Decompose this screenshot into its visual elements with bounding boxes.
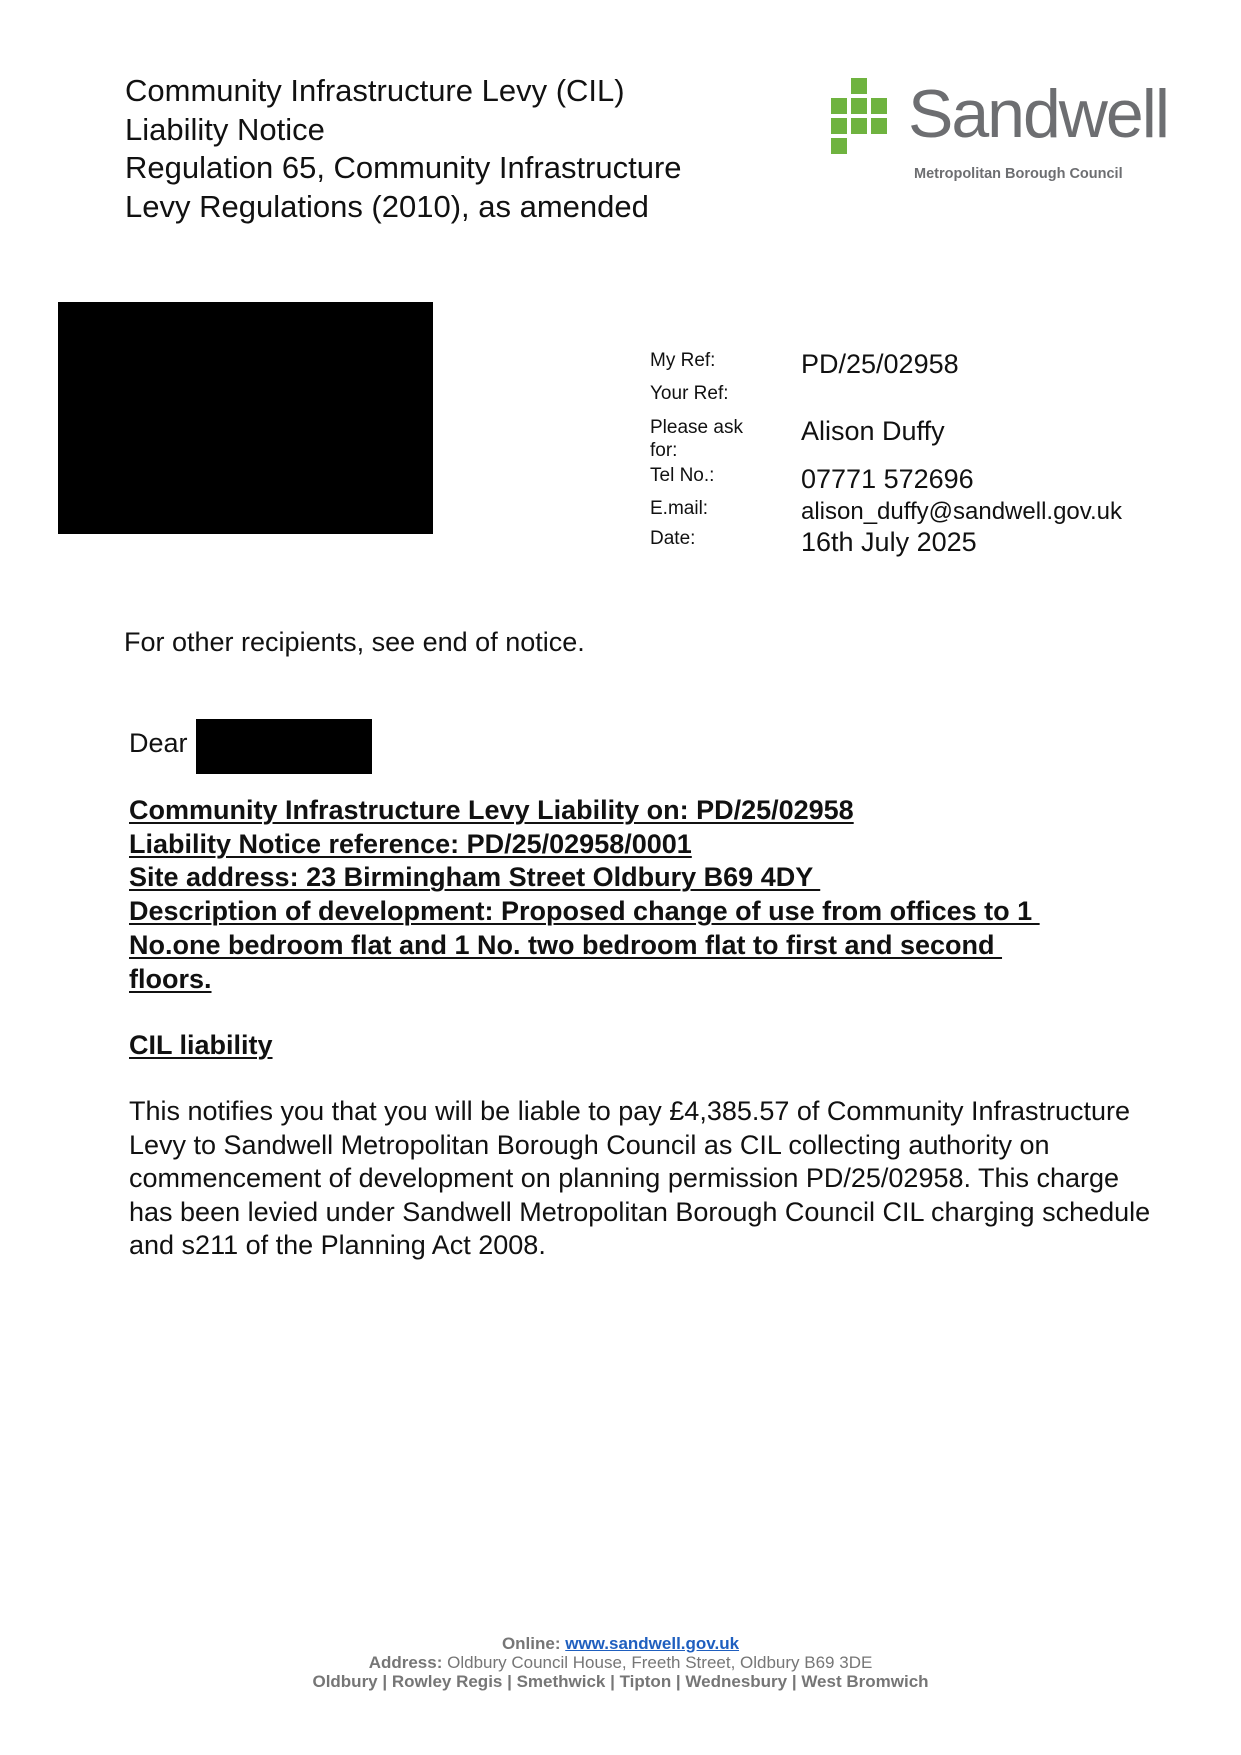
salutation: Dear bbox=[129, 728, 188, 758]
ask-for-label-cont: for: bbox=[650, 440, 678, 461]
cil-liability-heading: CIL liability bbox=[129, 1030, 273, 1060]
cil-liability-paragraph: This notifies you that you will be liable to pay £4,385.57 of Community Infrastructure Levy to Sandwell Metropolitan Borough Council as CIL collecting authority on commencement of development on planning permission PD/25/02958. This charge has been levied under Sandwell Metropolitan Borough Council CIL charging schedule and s211 of the Planning Act 2008. bbox=[129, 1096, 1151, 1260]
title-line: Liability Notice bbox=[125, 111, 325, 147]
title-line: Regulation 65, Community Infrastructure bbox=[125, 150, 682, 185]
sandwell-logo bbox=[826, 75, 1176, 187]
date-label: Date: bbox=[650, 528, 696, 549]
subject-block bbox=[129, 794, 1139, 996]
title-line: Levy Regulations (2010), as amended bbox=[125, 188, 649, 224]
other-recipients-note: For other recipients, see end of notice. bbox=[124, 627, 585, 657]
subject-line: Site address: 23 Birmingham Street Oldbury B69 4DY bbox=[129, 862, 821, 893]
email-label: E.mail: bbox=[650, 498, 709, 519]
date-value: 16th July 2025 bbox=[801, 527, 977, 557]
subject-line: floors. bbox=[129, 963, 212, 994]
subject-line: Liability Notice reference: PD/25/02958/0001 bbox=[129, 828, 692, 859]
tel-value: 07771 572696 bbox=[801, 464, 974, 494]
your-ref-label: Your Ref: bbox=[650, 383, 729, 404]
footer-address-text: Oldbury Council House, Freeth Street, Oldbury B69 3DE bbox=[447, 1653, 873, 1672]
title-line: Community Infrastructure Levy (CIL) bbox=[125, 73, 625, 108]
logo-subtitle: Metropolitan Borough Council bbox=[914, 166, 1123, 182]
website-link[interactable]: www.sandwell.gov.uk bbox=[565, 1634, 740, 1653]
footer-address-label: Address: bbox=[368, 1653, 443, 1672]
ask-for-label: Please ask bbox=[650, 417, 743, 438]
logo-wordmark: Sandwell bbox=[908, 76, 1168, 152]
my-ref-label: My Ref: bbox=[650, 350, 716, 371]
subject-line: Community Infrastructure Levy Liability on: PD/25/02958 bbox=[129, 795, 854, 825]
email-value[interactable]: alison_duffy@sandwell.gov.uk bbox=[801, 498, 1122, 525]
footer bbox=[0, 1634, 1241, 1691]
tel-label: Tel No.: bbox=[650, 465, 715, 486]
footer-towns: Oldbury | Rowley Regis | Smethwick | Tipton | Wednesbury | West Bromwich bbox=[312, 1672, 929, 1691]
my-ref-value: PD/25/02958 bbox=[801, 349, 959, 379]
document-title bbox=[125, 72, 765, 226]
footer-online bbox=[0, 1634, 1241, 1653]
footer-online-label: Online: bbox=[501, 1634, 561, 1653]
redacted-address-block bbox=[58, 302, 433, 534]
subject-line: Description of development: Proposed change of use from offices to 1 bbox=[129, 896, 1040, 927]
footer-address bbox=[0, 1653, 1241, 1672]
ask-for-value: Alison Duffy bbox=[801, 416, 945, 446]
subject-line: No.one bedroom flat and 1 No. two bedroom flat to first and second bbox=[129, 929, 1003, 960]
redacted-recipient-name bbox=[196, 719, 372, 774]
